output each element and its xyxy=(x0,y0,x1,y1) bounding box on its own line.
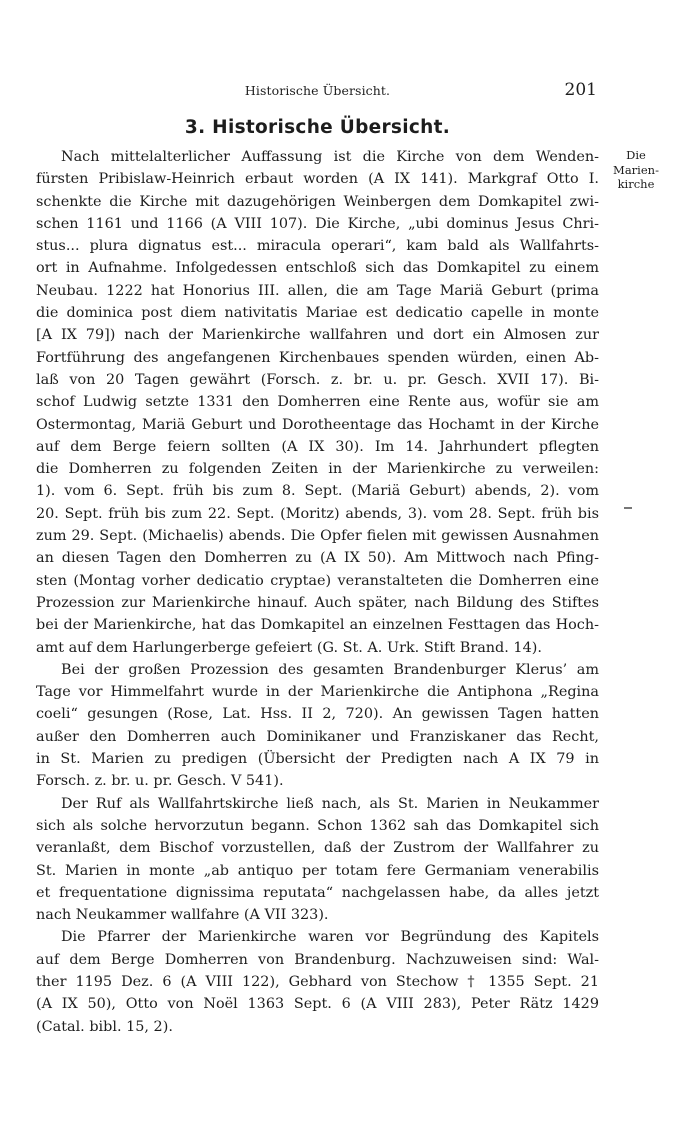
marginal-note-line: Die xyxy=(626,148,646,162)
text-line: ther 1195 Dez. 6 (A VIII 122), Gebhard von Stechow † 1355 Sept. 21 xyxy=(36,973,599,990)
body-text xyxy=(36,146,599,1038)
text-line: Forsch. z. br. u. pr. Gesch. V 541). xyxy=(36,773,284,790)
text-line: Neubau. 1222 hat Honorius III. allen, die am Tage Mariä Geburt (prima xyxy=(36,282,599,299)
text-line: an diesen Tagen den Domherren zu (A IX 50). Am Mittwoch nach Pfing- xyxy=(36,550,599,567)
margin-mark xyxy=(624,507,632,509)
text-line: nach Neukammer wallfahre (A VII 323). xyxy=(36,907,329,924)
text-line: veranlaßt, dem Bischof vorzustellen, daß der Zustrom der Wallfahrer zu xyxy=(36,840,599,857)
text-line: Tage vor Himmelfahrt wurde in der Marienkirche die Antiphona „Regina xyxy=(36,684,599,701)
text-line: Fortführung des angefangenen Kirchenbaues spenden würden, einen Ab- xyxy=(36,349,599,366)
text-line: sich als solche hervorzutun begann. Schon 1362 sah das Domkapitel sich xyxy=(36,817,599,834)
text-line: schof Ludwig setzte 1331 den Domherren eine Rente aus, wofür sie am xyxy=(36,394,599,411)
text-line: Ostermontag, Mariä Geburt und Dorotheentage das Hochamt in der Kirche xyxy=(36,416,599,433)
text-line: sten (Montag vorher dedicatio cryptae) veranstalteten die Domherren eine xyxy=(36,572,599,589)
text-line: stus... plura dignatus est... miracula operari“, kam bald als Wallfahrts- xyxy=(36,238,599,255)
text-line: in St. Marien zu predigen (Übersicht der Predigten nach A IX 79 in xyxy=(36,751,599,768)
text-line: auf dem Berge Domherren von Brandenburg. Nachzuweisen sind: Wal- xyxy=(36,951,599,968)
text-line: [A IX 79]) nach der Marienkirche wallfahren und dort ein Almosen zur xyxy=(36,327,599,344)
page-number: 201 xyxy=(564,80,597,100)
marginal-note xyxy=(606,148,666,192)
text-line: laß von 20 Tagen gewährt (Forsch. z. br. u. pr. Gesch. XVII 17). Bi- xyxy=(36,371,599,388)
marginal-note-line: kirche xyxy=(617,177,655,191)
text-line: (A IX 50), Otto von Noël 1363 Sept. 6 (A VIII 283), Peter Rätz 1429 xyxy=(36,996,599,1013)
text-line: Bei der großen Prozession des gesamten Brandenburger Klerus’ am xyxy=(61,661,599,678)
text-line: schen 1161 und 1166 (A VIII 107). Die Kirche, „ubi dominus Jesus Chri- xyxy=(36,215,599,232)
text-line: St. Marien in monte „ab antiquo per totam fere Germaniam venerabilis xyxy=(36,862,599,879)
running-head-title: Historische Übersicht. xyxy=(244,83,391,98)
text-line: et frequentatione dignissima reputata“ nachgelassen habe, da alles jetzt xyxy=(36,884,599,901)
text-line: 20. Sept. früh bis zum 22. Sept. (Moritz) abends, 3). vom 28. Sept. früh bis xyxy=(36,505,599,522)
text-line: schenkte die Kirche mit dazugehörigen Weinbergen dem Domkapitel zwi- xyxy=(36,193,599,210)
running-head xyxy=(36,80,599,102)
marginal-note-line: Marien- xyxy=(613,162,659,177)
text-line: außer den Domherren auch Dominikaner und Franziskaner das Recht, xyxy=(36,728,599,745)
section-title: 3. Historische Übersicht. xyxy=(184,117,451,138)
text-line: (Catal. bibl. 15, 2). xyxy=(36,1018,173,1035)
text-line: Prozession zur Marienkirche hinauf. Auch später, nach Bildung des Stiftes xyxy=(36,594,599,611)
text-line: 1). vom 6. Sept. früh bis zum 8. Sept. (Mariä Geburt) abends, 2). vom xyxy=(36,483,599,500)
text-line: zum 29. Sept. (Michaelis) abends. Die Opfer fielen mit gewissen Ausnahmen xyxy=(36,528,599,545)
text-line: Der Ruf als Wallfahrtskirche ließ nach, als St. Marien in Neukammer xyxy=(61,795,599,812)
text-line: coeli“ gesungen (Rose, Lat. Hss. II 2, 720). An gewissen Tagen hatten xyxy=(36,706,599,723)
text-line: auf dem Berge feiern sollten (A IX 30). Im 14. Jahrhundert pflegten xyxy=(36,438,599,455)
text-line: die dominica post diem nativitatis Mariae est dedicatio capelle in monte xyxy=(36,305,599,322)
text-line: amt auf dem Harlungerberge gefeiert (G. St. A. Urk. Stift Brand. 14). xyxy=(36,639,542,656)
text-line: die Domherren zu folgenden Zeiten in der Marienkirche zu verweilen: xyxy=(36,461,599,478)
text-line: Die Pfarrer der Marienkirche waren vor Begründung des Kapitels xyxy=(61,929,599,946)
text-line: fürsten Pribislaw-Heinrich erbaut worden (A IX 141). Markgraf Otto I. xyxy=(36,171,599,188)
text-line: Nach mittelalterlicher Auffassung ist die Kirche von dem Wenden- xyxy=(61,149,599,165)
text-line: bei der Marienkirche, hat das Domkapitel an einzelnen Festtagen das Hoch- xyxy=(36,617,599,634)
text-line: ort in Aufnahme. Infolgedessen entschloß sich das Domkapitel zu einem xyxy=(36,260,599,277)
